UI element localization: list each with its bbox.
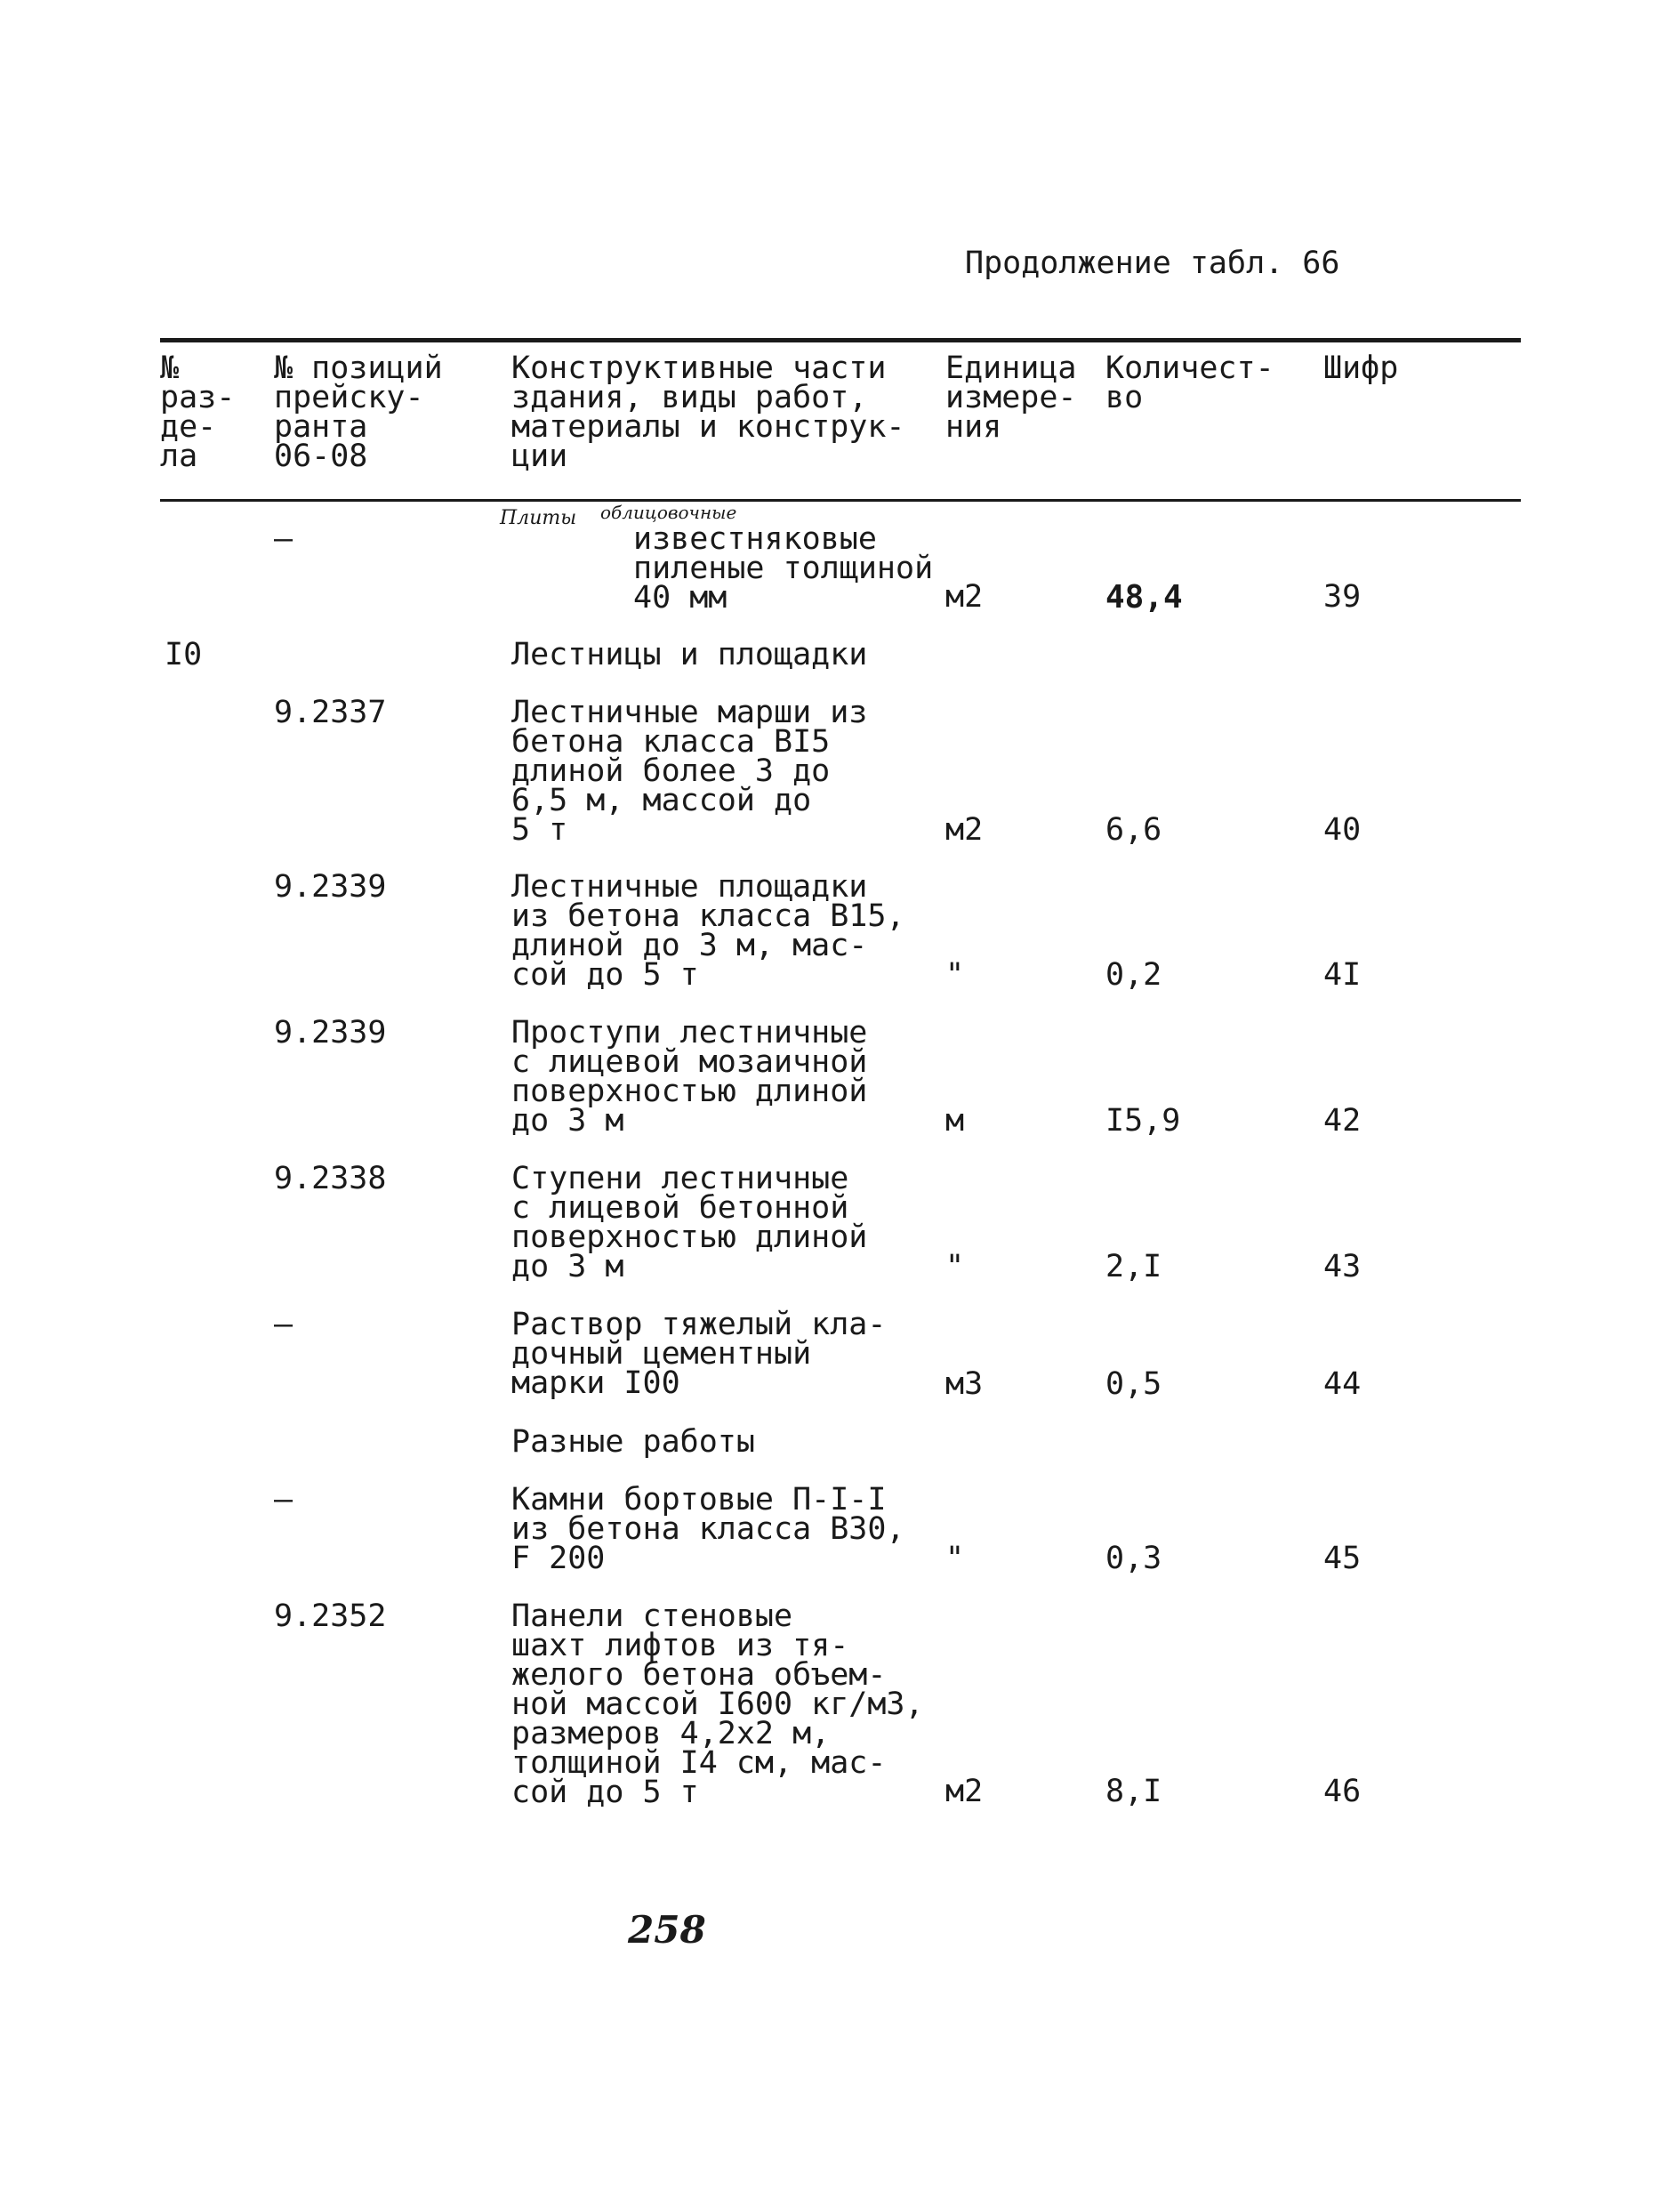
row-description: Ступени лестничные с лицевой бетонной поверхностью длиной до 3 м xyxy=(511,1161,868,1284)
row-quantity: 0,3 xyxy=(1105,1541,1162,1576)
row-position: – xyxy=(274,521,293,557)
row-quantity: 0,2 xyxy=(1105,957,1162,993)
row-code: 4I xyxy=(1323,957,1362,993)
row-description: Камни бортовые П-I-I из бетона класса B30, F 200 xyxy=(511,1482,905,1576)
table-caption: Продолжение табл. 66 xyxy=(965,246,1340,281)
header-section-number: № раз- де- ла xyxy=(160,350,236,474)
row-unit: м xyxy=(945,1103,965,1139)
handwritten-insert: облицовочные xyxy=(600,502,737,523)
handwritten-word: Плиты xyxy=(500,507,577,529)
row-position: 9.2338 xyxy=(274,1161,387,1196)
row-description: Лестничные площадки из бетона класса B15, длиной до 3 м, мас- сой до 5 т xyxy=(511,869,905,993)
row-unit: " xyxy=(945,1541,965,1576)
row-code: 43 xyxy=(1323,1249,1362,1284)
row-unit: м2 xyxy=(945,579,984,615)
header-unit: Единица измере- ния xyxy=(945,350,1077,445)
row-quantity: 48,4 xyxy=(1105,579,1183,616)
header-top-rule xyxy=(160,338,1521,342)
row-code: 39 xyxy=(1323,579,1362,615)
row-description: Раствор тяжелый кла- дочный цементный марки I00 xyxy=(511,1307,887,1401)
row-section: I0 xyxy=(165,637,203,672)
row-position: 9.2339 xyxy=(274,1015,387,1051)
row-code: 42 xyxy=(1323,1103,1362,1139)
row-quantity: 6,6 xyxy=(1105,812,1162,848)
row-description: Панели стеновые шахт лифтов из тя- желого бетона объем- ной массой I600 кг/м3, размеров 4,2х2 м, толщиной I4 см, мас- сой до 5 т xyxy=(511,1598,924,1810)
row-unit: м3 xyxy=(945,1366,984,1402)
page-number: 258 xyxy=(628,1908,706,1952)
row-code: 40 xyxy=(1323,812,1362,848)
row-unit: " xyxy=(945,1249,965,1284)
header-description: Конструктивные части здания, виды работ, материалы и конструк- ции xyxy=(511,350,905,474)
row-unit: м2 xyxy=(945,812,984,848)
row-code: 46 xyxy=(1323,1774,1362,1809)
row-position: 9.2352 xyxy=(274,1598,387,1634)
row-quantity: 8,I xyxy=(1105,1774,1162,1809)
row-position: – xyxy=(274,1482,293,1518)
row-quantity: 2,I xyxy=(1105,1249,1162,1284)
row-code: 45 xyxy=(1323,1541,1362,1576)
row-position: 9.2337 xyxy=(274,695,387,730)
header-bottom-rule xyxy=(160,499,1521,502)
row-unit: " xyxy=(945,957,965,993)
row-unit: м2 xyxy=(945,1774,984,1809)
row-quantity: 0,5 xyxy=(1105,1366,1162,1402)
header-code: Шифр xyxy=(1323,350,1399,386)
row-description: Лестничные марши из бетона класса BI5 длиной более 3 до 6,5 м, массой до 5 т xyxy=(511,695,868,848)
row-description: известняковые пиленые толщиной 40 мм xyxy=(633,521,934,616)
header-quantity: Количест- во xyxy=(1105,350,1274,415)
row-position: 9.2339 xyxy=(274,869,387,905)
header-price-position: № позиций прейску- ранта 06-08 xyxy=(274,350,443,474)
row-description: Разные работы xyxy=(511,1424,755,1460)
row-description: Проступи лестничные с лицевой мозаичной поверхностью длиной до 3 м xyxy=(511,1015,868,1139)
row-code: 44 xyxy=(1323,1366,1362,1402)
row-description: Лестницы и площадки xyxy=(511,637,868,672)
row-quantity: I5,9 xyxy=(1105,1103,1181,1139)
row-position: – xyxy=(274,1307,293,1342)
